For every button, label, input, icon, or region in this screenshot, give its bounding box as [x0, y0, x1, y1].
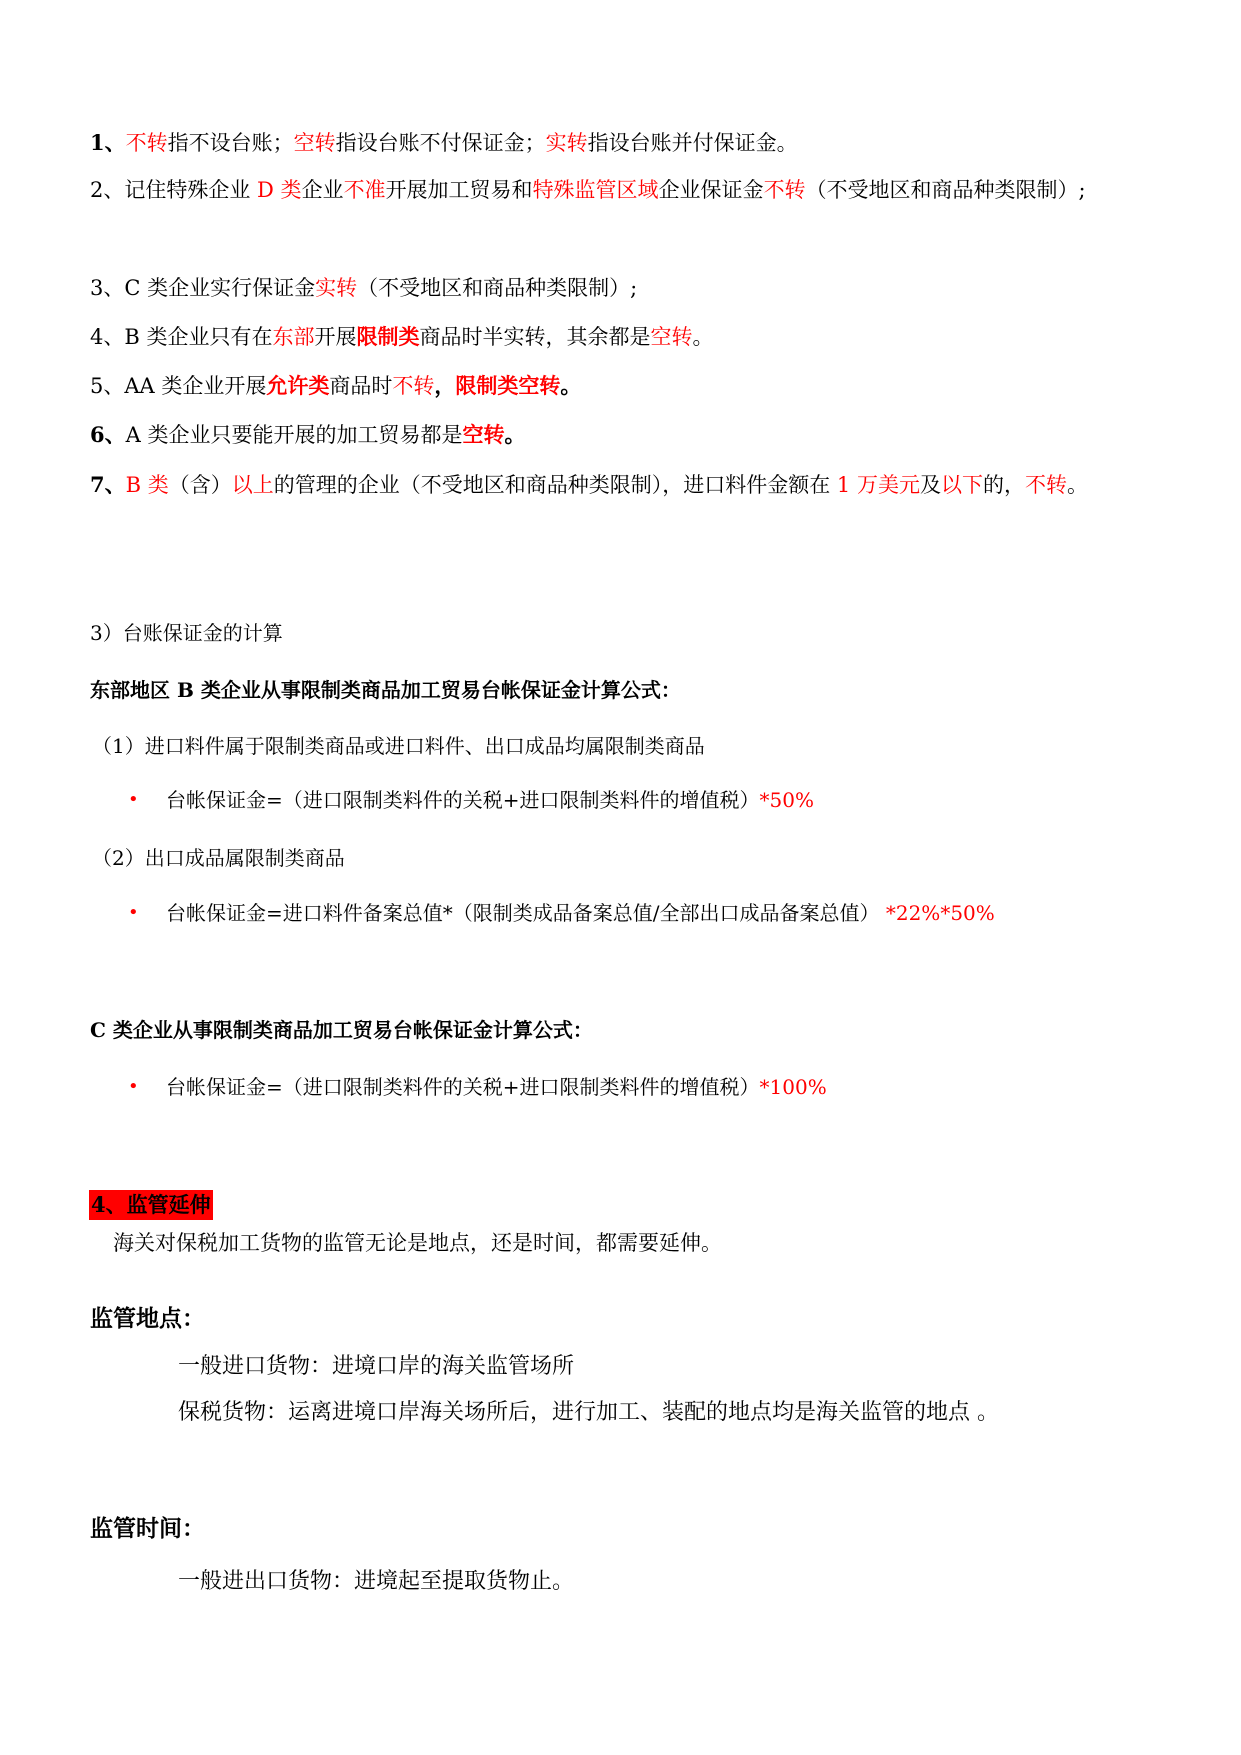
east-formula-title: 东部地区 B 类企业从事限制类商品加工贸易台帐保证金计算公式：	[90, 678, 681, 702]
time-title: 监管时间：	[90, 1515, 205, 1542]
calc-heading: 3）台账保证金的计算	[90, 621, 283, 645]
bullet-dot: •	[128, 789, 139, 810]
rule-7: 7、B 类（含）以上的管理的企业（不受地区和商品种类限制），进口料件金额在 1 万美元及以下的，不转。	[90, 472, 1088, 497]
rule-6: 6、A 类企业只要能开展的加工贸易都是空转。	[90, 422, 526, 447]
rule-3: 3、C 类企业实行保证金实转（不受地区和商品种类限制）;	[90, 276, 638, 300]
bullet-dot: •	[128, 902, 139, 923]
rule-1: 1、不转指不设台账；空转指设台账不付保证金；实转指设台账并付保证金。	[90, 130, 798, 155]
c-formula-title: C 类企业从事限制类商品加工贸易台帐保证金计算公式：	[90, 1018, 593, 1042]
place-title: 监管地点：	[90, 1305, 205, 1332]
rule-4: 4、B 类企业只有在东部开展限制类商品时半实转，其余都是空转。	[90, 324, 714, 349]
extension-intro: 海关对保税加工货物的监管无论是地点，还是时间，都需要延伸。	[113, 1231, 722, 1255]
place-line-2: 保税货物：运离进境口岸海关场所后，进行加工、装配的地点均是海关监管的地点 。	[178, 1400, 999, 1425]
rule-5: 5、AA 类企业开展允许类商品时不转，限制类空转。	[90, 373, 582, 398]
bullet-dot: •	[128, 1076, 139, 1097]
formula-2: 台帐保证金=进口料件备案总值*（限制类成品备案总值/全部出口成品备案总值） *22%*50%	[166, 901, 995, 925]
extension-heading: 4、监管延伸	[89, 1190, 213, 1220]
time-line-1: 一般进出口货物：进境起至提取货物止。	[178, 1569, 575, 1594]
formula-1: 台帐保证金=（进口限制类料件的关税+进口限制类料件的增值税）*50%	[166, 788, 814, 812]
case-2: （2）出口成品属限制类商品	[92, 846, 345, 870]
case-1: （1）进口料件属于限制类商品或进口料件、出口成品均属限制类商品	[92, 734, 705, 758]
place-line-1: 一般进口货物：进境口岸的海关监管场所	[178, 1354, 575, 1379]
formula-3: 台帐保证金=（进口限制类料件的关税+进口限制类料件的增值税）*100%	[166, 1075, 827, 1099]
rule-2: 2、记住特殊企业 D 类企业不准开展加工贸易和特殊监管区域企业保证金不转（不受地区和商品种类限制）;	[90, 178, 1086, 202]
